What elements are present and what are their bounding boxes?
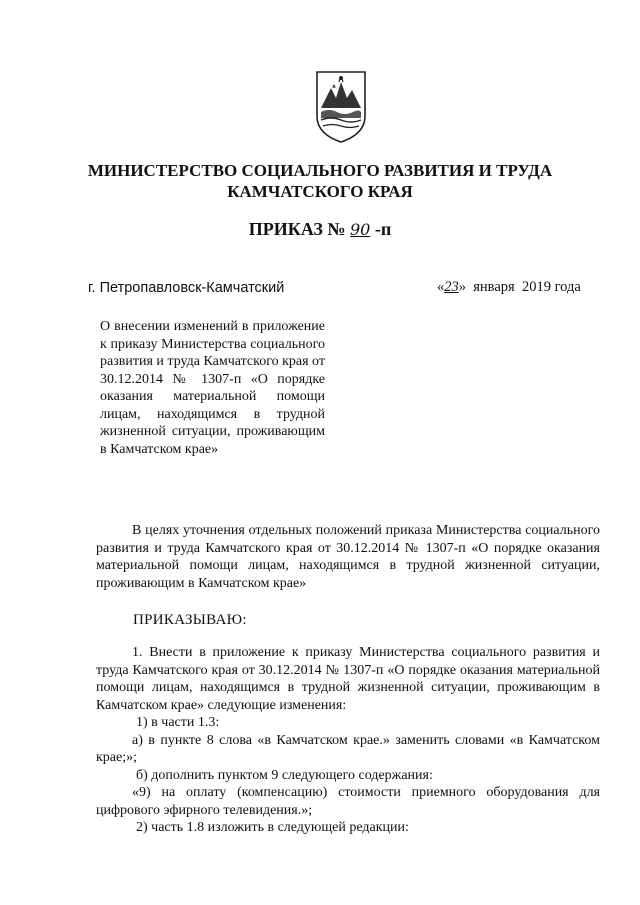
ministry-name-line2: КАМЧАТСКОГО КРАЯ <box>227 182 413 201</box>
order-subject: О внесении изменений в приложение к приказу Министерства социального развития и труда Камчатского края от 30.12.2014 № 1307-п «О порядке оказания материальной помощи лицам, находящимся в трудной жизненной ситуации, проживающим в Камчатском крае» <box>100 319 325 457</box>
order-date <box>437 279 581 296</box>
order-word: ПРИКАЗЫВАЮ: <box>133 612 247 628</box>
subitem-1a: а) в пункте 8 слова «в Камчатском крае.» заменить словами «в Камчатском крае;»; <box>96 732 600 765</box>
date-day: 23 <box>444 279 459 295</box>
ministry-name-line1: МИНИСТЕРСТВО СОЦИАЛЬНОГО РАЗВИТИЯ И ТРУДА <box>87 161 553 180</box>
order-prefix: ПРИКАЗ № <box>248 219 346 239</box>
date-open-quote: « <box>437 279 445 295</box>
subitem-1: 1) в части 1.3: <box>136 715 220 730</box>
order-title <box>0 219 640 240</box>
date-close-quote: » <box>458 279 466 295</box>
city: г. Петропавловск-Камчатский <box>88 280 285 296</box>
kamchatka-coat-of-arms-icon <box>313 68 369 144</box>
subitem-1b: б) дополнить пунктом 9 следующего содержания: <box>136 767 433 783</box>
order-suffix: -п <box>374 219 392 239</box>
item-1: 1. Внести в приложение к приказу Министерства социального развития и труда Камчатского края от 30.12.2014 № 1307-п «О порядке оказания материальной помощи лицам, находящимся в трудной жизненной ситуации, проживающим в Камчатском крае» следующие изменения: <box>96 645 600 713</box>
date-rest: января 2019 года <box>466 279 581 295</box>
subitem-2: 2) часть 1.8 изложить в следующей редакции: <box>136 820 409 835</box>
order-items <box>96 644 600 837</box>
order-number: 90 <box>349 220 371 239</box>
subitem-1b-text: «9) на оплату (компенсацию) стоимости приемного оборудования для цифрового эфирного телевидения.»; <box>96 785 600 818</box>
intro-paragraph: В целях уточнения отдельных положений приказа Министерства социального развития и труда Камчатского края от 30.12.2014 № 1307-п «О порядке оказания материальной помощи лицам, находящимся в трудной жизненной ситуации, проживающим в Камчатском крае» <box>96 523 600 591</box>
